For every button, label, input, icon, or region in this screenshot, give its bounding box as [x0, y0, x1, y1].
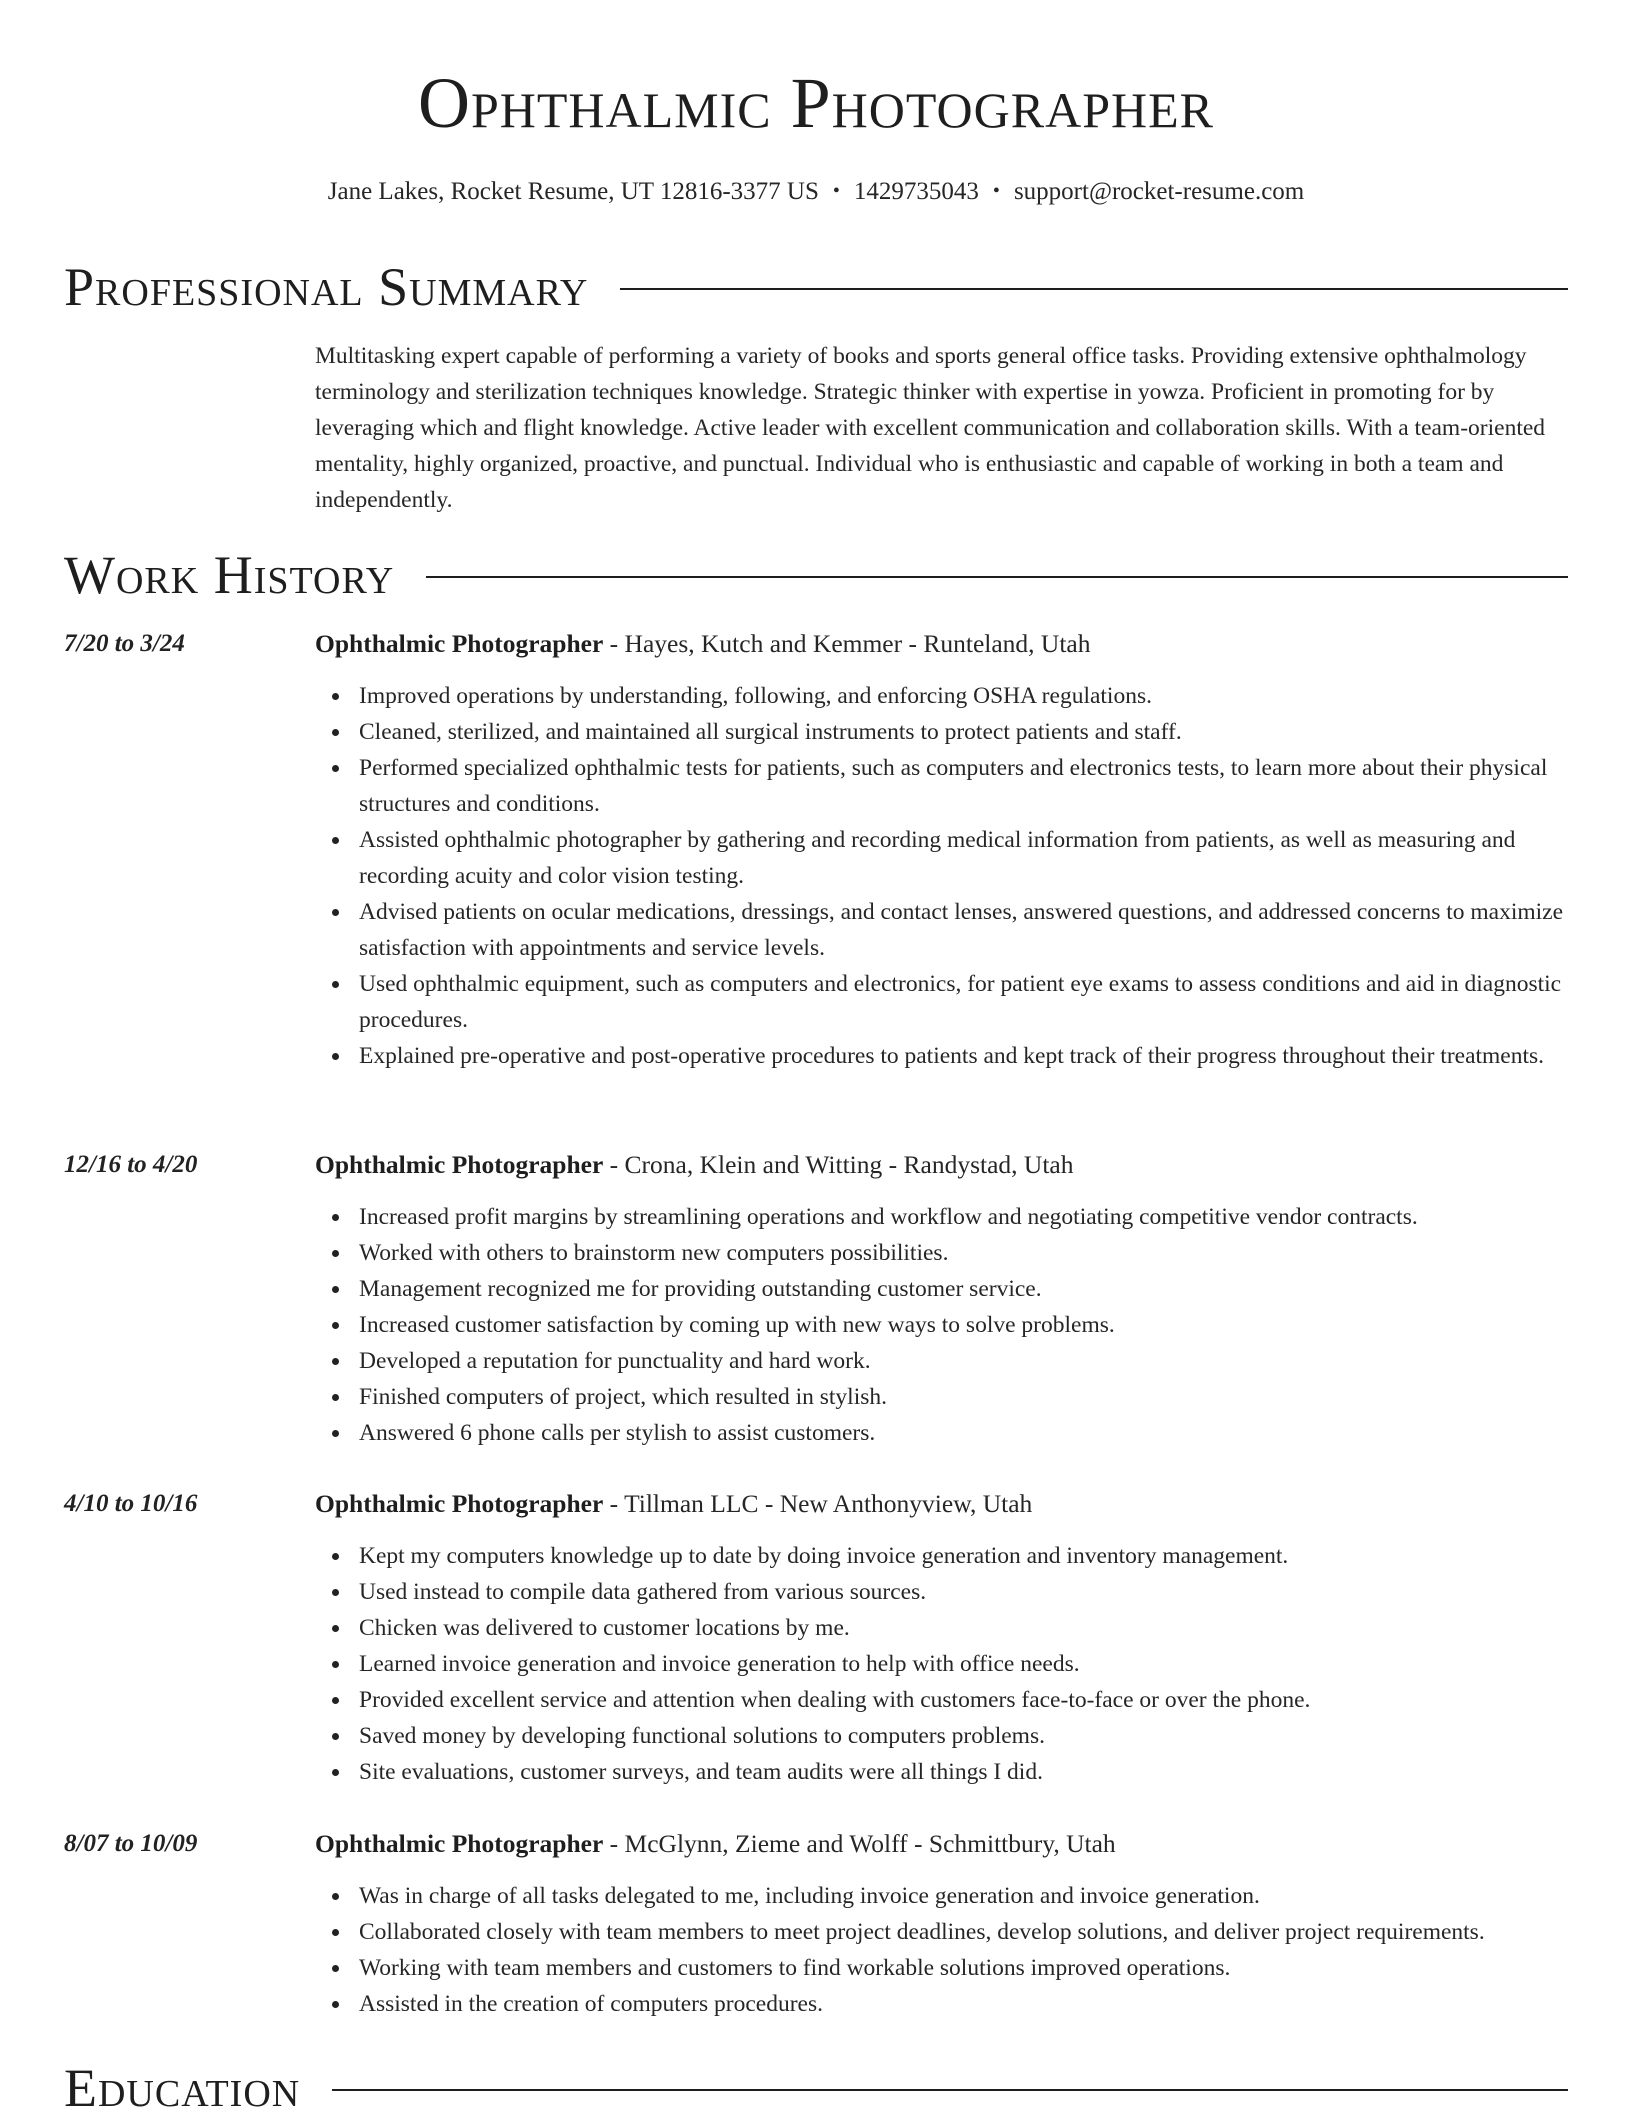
job-role: Ophthalmic Photographer	[315, 1829, 604, 1858]
job-bullet: Was in charge of all tasks delegated to me, including invoice generation and invoice generation.	[359, 1878, 1568, 1914]
job-bullet: Improved operations by understanding, following, and enforcing OSHA regulations.	[359, 678, 1568, 714]
job-dates: 7/20 to 3/24	[64, 630, 185, 657]
contact-address: Jane Lakes, Rocket Resume, UT 12816-3377 US	[327, 178, 819, 205]
job-details: - McGlynn, Zieme and Wolff - Schmittbury, Utah	[603, 1829, 1116, 1858]
summary-section-title: Professional Summary	[64, 257, 589, 317]
job-bullet: Advised patients on ocular medications, dressings, and contact lenses, answered questions, and addressed concerns to maximize satisfaction with appointments and service levels.	[359, 894, 1568, 966]
job-title-line	[315, 1147, 1073, 1183]
job-bullet: Performed specialized ophthalmic tests for patients, such as computers and electronics tests, to learn more about their physical structures and conditions.	[359, 750, 1568, 822]
job-details: - Crona, Klein and Witting - Randystad, Utah	[603, 1150, 1074, 1179]
job-dates: 12/16 to 4/20	[64, 1151, 198, 1178]
job-bullet: Increased profit margins by streamlining operations and workflow and negotiating competitive vendor contracts.	[359, 1199, 1568, 1235]
job-bullet: Worked with others to brainstorm new computers possibilities.	[359, 1235, 1568, 1271]
contact-line	[0, 175, 1632, 208]
job-bullet: Assisted ophthalmic photographer by gathering and recording medical information from patients, as well as measuring and recording acuity and color vision testing.	[359, 822, 1568, 894]
job-bullet-list	[315, 1878, 1568, 2022]
job-bullet: Answered 6 phone calls per stylish to assist customers.	[359, 1415, 1568, 1451]
job-bullet: Provided excellent service and attention when dealing with customers face-to-face or over the phone.	[359, 1682, 1568, 1718]
contact-separator: •	[832, 180, 840, 202]
job-role: Ophthalmic Photographer	[315, 629, 604, 658]
job-bullet: Learned invoice generation and invoice generation to help with office needs.	[359, 1646, 1568, 1682]
job-details: - Tillman LLC - New Anthonyview, Utah	[603, 1489, 1033, 1518]
section-divider	[620, 288, 1568, 290]
resume-name: Ophthalmic Photographer	[417, 63, 1215, 143]
job-bullet: Used ophthalmic equipment, such as computers and electronics, for patient eye exams to assess conditions and aid in diagnostic procedures.	[359, 966, 1568, 1038]
job-role: Ophthalmic Photographer	[315, 1150, 604, 1179]
job-bullet: Collaborated closely with team members to meet project deadlines, develop solutions, and deliver project requirements.	[359, 1914, 1568, 1950]
section-divider	[332, 2089, 1568, 2091]
summary-text: Multitasking expert capable of performing a variety of books and sports general office tasks. Providing extensive ophthalmology terminology and sterilization techniques knowledge. Strategic thinker with expertise in yowza. Proficient in promoting for by leveraging which and flight knowledge. Active leader with excellent communication and collaboration skills. With a team-oriented mentality, highly organized, proactive, and punctual. Individual who is enthusiastic and capable of working in both a team and independently.	[315, 343, 1546, 513]
work-section-heading	[64, 540, 1568, 610]
job-bullet-list	[315, 678, 1568, 1074]
job-dates: 4/10 to 10/16	[64, 1490, 198, 1517]
education-section-heading	[64, 2053, 1568, 2123]
job-bullet: Cleaned, sterilized, and maintained all surgical instruments to protect patients and staff.	[359, 714, 1568, 750]
job-bullet: Increased customer satisfaction by coming up with new ways to solve problems.	[359, 1307, 1568, 1343]
job-bullet: Management recognized me for providing outstanding customer service.	[359, 1271, 1568, 1307]
education-section-title: Education	[64, 2058, 301, 2118]
job-bullet: Site evaluations, customer surveys, and team audits were all things I did.	[359, 1754, 1568, 1790]
section-divider	[426, 576, 1568, 578]
job-title-line	[315, 1486, 1032, 1522]
contact-email: support@rocket-resume.com	[1013, 178, 1305, 205]
summary-section-heading	[64, 252, 1568, 322]
job-details: - Hayes, Kutch and Kemmer - Runteland, Utah	[603, 629, 1091, 658]
job-bullet: Finished computers of project, which resulted in stylish.	[359, 1379, 1568, 1415]
job-bullet-list	[315, 1538, 1568, 1790]
job-bullet: Assisted in the creation of computers procedures.	[359, 1986, 1568, 2022]
contact-separator: •	[992, 180, 1000, 202]
job-bullet: Explained pre-operative and post-operative procedures to patients and kept track of their progress throughout their treatments.	[359, 1038, 1568, 1074]
job-bullet: Chicken was delivered to customer locations by me.	[359, 1610, 1568, 1646]
contact-phone: 1429735043	[853, 178, 979, 205]
job-bullet: Working with team members and customers to find workable solutions improved operations.	[359, 1950, 1568, 1986]
job-dates: 8/07 to 10/09	[64, 1830, 198, 1857]
job-bullet-list	[315, 1199, 1568, 1451]
job-bullet: Used instead to compile data gathered from various sources.	[359, 1574, 1568, 1610]
job-title-line	[315, 626, 1091, 662]
job-title-line	[315, 1826, 1116, 1862]
job-role: Ophthalmic Photographer	[315, 1489, 604, 1518]
job-bullet: Kept my computers knowledge up to date by doing invoice generation and inventory management.	[359, 1538, 1568, 1574]
work-section-title: Work History	[64, 545, 395, 605]
job-bullet: Saved money by developing functional solutions to computers problems.	[359, 1718, 1568, 1754]
job-bullet: Developed a reputation for punctuality and hard work.	[359, 1343, 1568, 1379]
